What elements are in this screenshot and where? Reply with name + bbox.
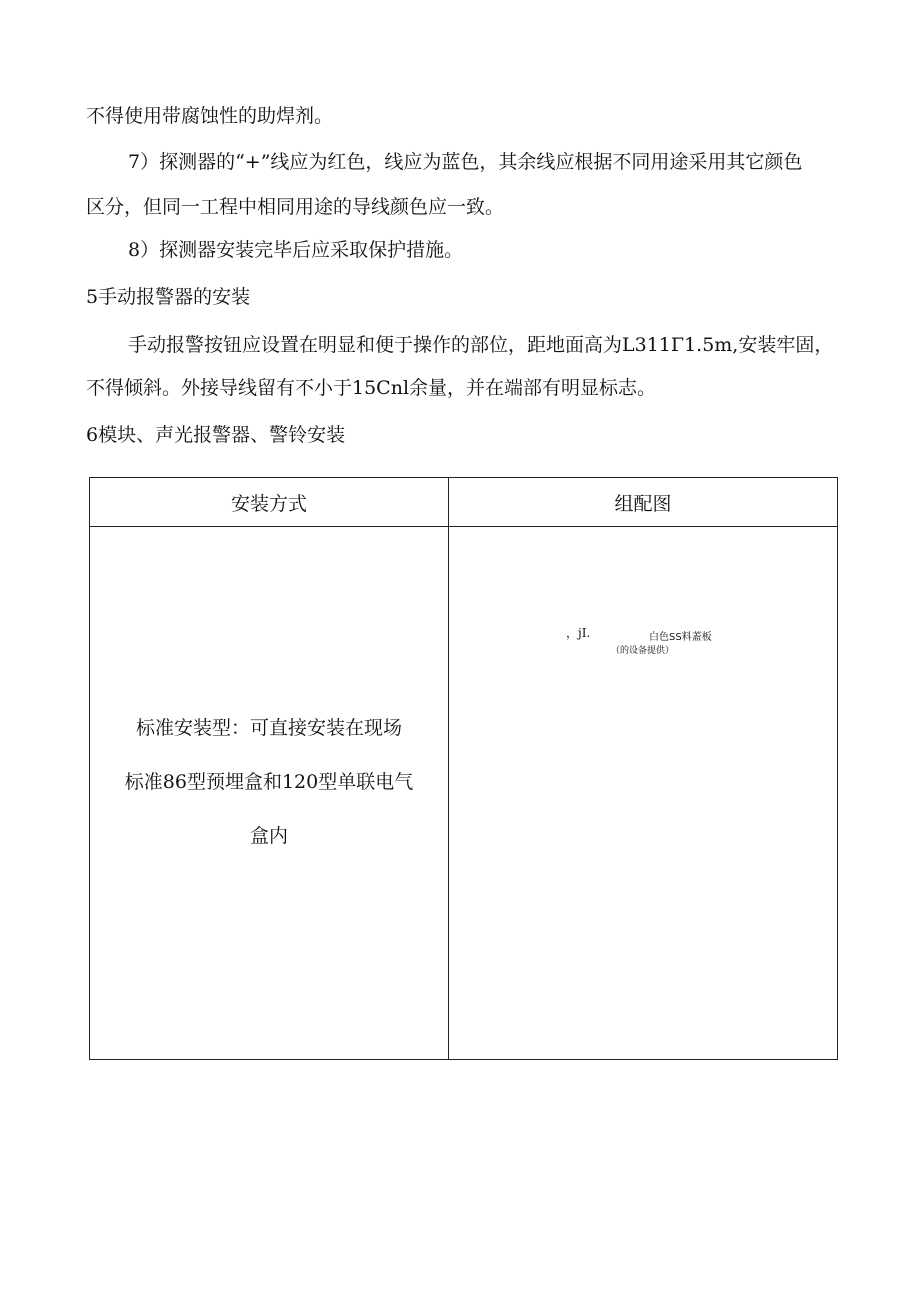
install-method-cell	[90, 527, 449, 1060]
paragraph-protection-rule: 8）探测器安装完毕后应采取保护措施。	[128, 239, 464, 261]
header-assembly-diagram: 组配图	[449, 478, 838, 527]
paragraph-flux-note: 不得使用带腐蚀性的助焊剂。	[86, 105, 334, 127]
section-heading-module-install: 6模块、声光报警器、警铃安装	[86, 424, 346, 446]
install-method-text	[108, 701, 430, 863]
table-header-row	[90, 478, 838, 527]
diagram-fragment-text: ，jI.	[566, 626, 591, 640]
paragraph-manual-alarm-mounting: 手动报警按钮应设置在明显和便于操作的部位，距地面高为L311Γ1.5m,安装牢固，	[128, 334, 834, 356]
install-method-line: 标准86型预埋盒和120型单联电气	[124, 771, 414, 793]
paragraph-wire-color-rule-cont: 区分，但同一工程中相同用途的导线颜色应一致。	[86, 196, 505, 218]
install-method-line: 标准安装型：可直接安装在现场	[135, 717, 402, 739]
section-heading-manual-alarm: 5手动报警器的安装	[86, 286, 251, 308]
installation-table	[89, 477, 838, 1060]
diagram-label-cover-plate: 白色SS料蓋板	[649, 632, 712, 643]
header-install-method: 安装方式	[90, 478, 449, 527]
table-row	[90, 527, 838, 1060]
diagram-label-supplier-note: （的设备提供）	[611, 646, 675, 656]
paragraph-wire-color-rule: 7）探测器的“+”线应为红色，线应为蓝色，其余线应根据不同用途采用其它颜色	[128, 151, 803, 173]
paragraph-manual-alarm-mounting-cont: 不得倾斜。外接导线留有不小于15Cnl余量，并在端部有明显标志。	[86, 377, 657, 399]
assembly-diagram-cell	[449, 527, 838, 1060]
install-method-line: 盒内	[249, 825, 288, 847]
